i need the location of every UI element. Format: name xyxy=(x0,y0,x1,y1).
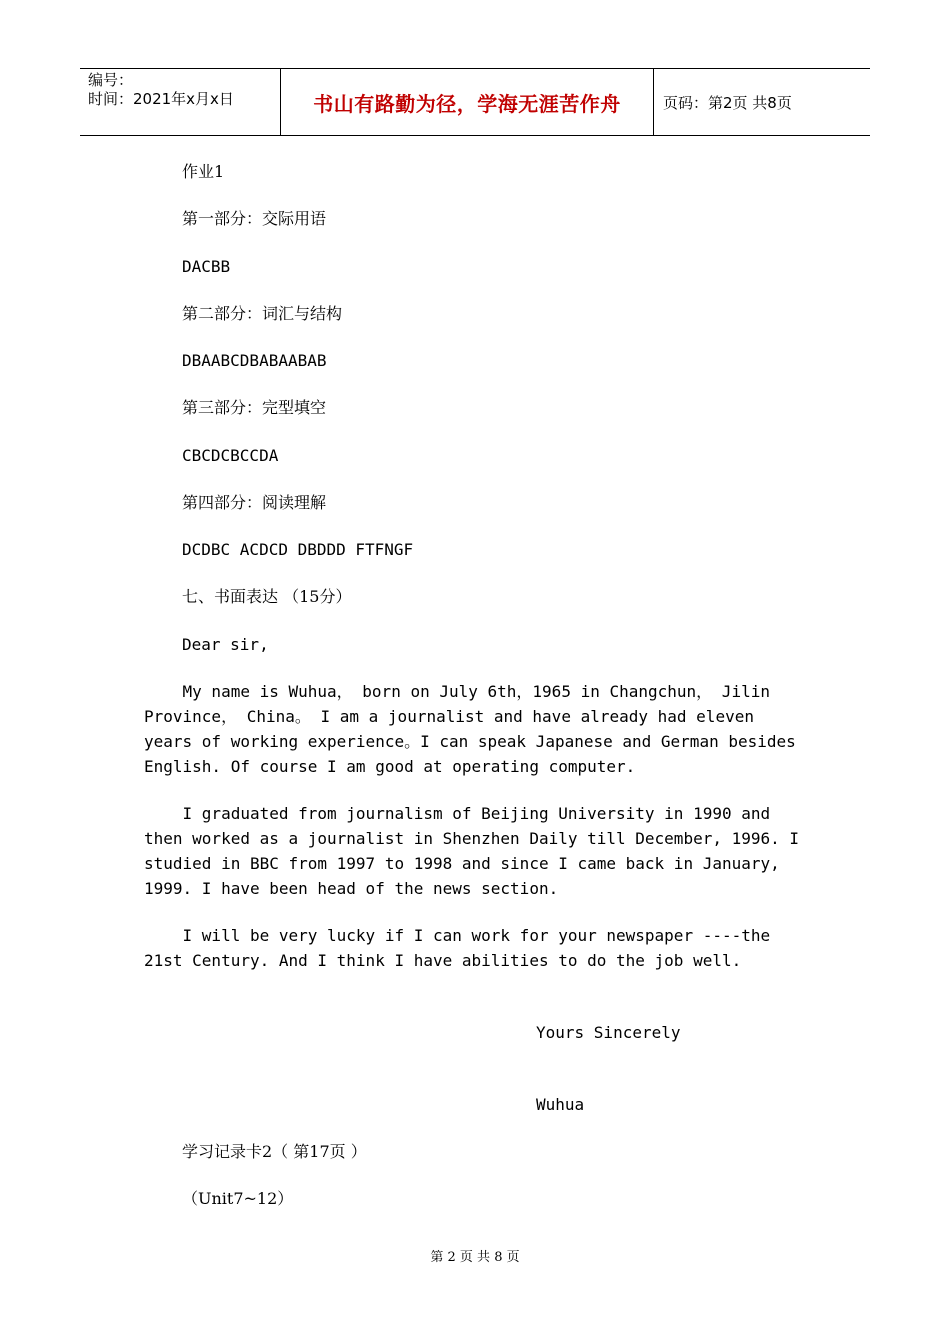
letter-closing: Yours Sincerely xyxy=(536,1023,681,1042)
unit-range: （Unit7~12） xyxy=(182,1189,294,1208)
header-meta xyxy=(80,69,281,135)
record-card-title: 学习记录卡2（ 第17页 ） xyxy=(182,1142,367,1161)
letter-paragraph-3: I will be very lucky if I can work for your newspaper ----the 21st Century. And I think I have abilities to do the job well. xyxy=(144,926,771,970)
letter-signature: Wuhua xyxy=(536,1095,585,1114)
part3-title: 第三部分：完型填空 xyxy=(182,398,327,417)
header-motto: 书山有路勤为径，学海无涯苦作舟 xyxy=(281,69,654,135)
homework-title: 作业1 xyxy=(182,162,225,181)
part4-answers: DCDBC ACDCD DBDDD FTFNGF xyxy=(182,540,414,559)
document-date: 时间：2021年x月x日 xyxy=(88,90,234,108)
part2-title: 第二部分：词汇与结构 xyxy=(182,304,343,323)
part7-title: 七、书面表达 （15分） xyxy=(182,587,352,606)
part2-answers: DBAABCDBABAABAB xyxy=(182,351,327,370)
letter-paragraph-1: My name is Wuhua， born on July 6th，1965 in Changchun， Jilin Province， China。 I am a journalist and have already had eleven years of working experience。I can speak Japanese and German besides English. Of course I am good at operating computer. xyxy=(144,682,796,776)
page-header xyxy=(80,68,870,136)
document-number: 编号： xyxy=(88,71,134,89)
letter-paragraph-2: I graduated from journalism of Beijing University in 1990 and then worked as a journalist in Shenzhen Daily till December, 1996. I studied in BBC from 1997 to 1998 and since I came back in January, 1999. I have been head of the news section. xyxy=(144,804,800,898)
header-page-info: 页码：第2页 共8页 xyxy=(663,93,792,112)
part1-answers: DACBB xyxy=(182,257,231,276)
part1-title: 第一部分：交际用语 xyxy=(182,209,327,228)
page-footer: 第 2 页 共 8 页 xyxy=(430,1250,520,1265)
part3-answers: CBCDCBCCDA xyxy=(182,446,279,465)
part4-title: 第四部分：阅读理解 xyxy=(182,493,327,512)
letter-salutation: Dear sir, xyxy=(182,635,269,654)
